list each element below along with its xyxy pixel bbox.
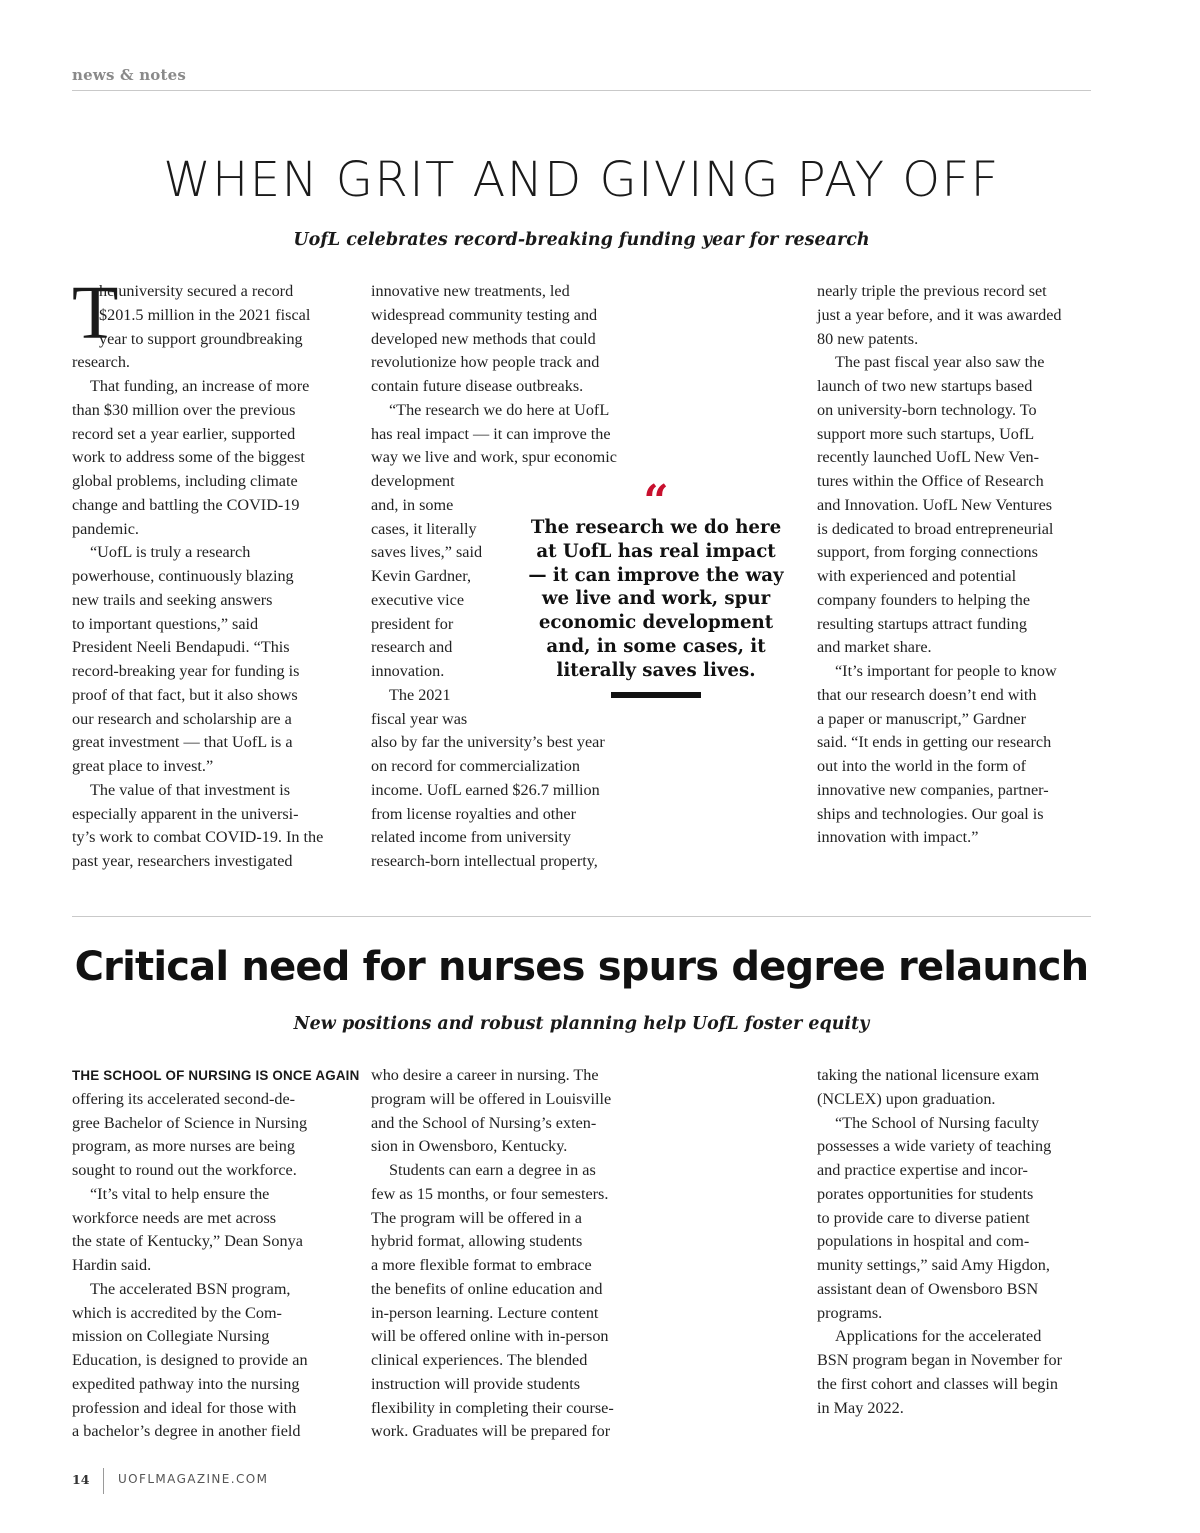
text-line: assistant dean of Owensboro BSN [817, 1279, 1039, 1298]
text-line: innovative new treatments, led [371, 282, 570, 300]
text-line: “The research we do here at UofL [389, 400, 610, 419]
text-line: President Neeli Bendapudi. “This [72, 638, 290, 657]
text-line: programs. [817, 1303, 883, 1322]
text-line: workforce needs are met across [72, 1208, 277, 1227]
text-line: program, as more nurses are being [72, 1137, 295, 1156]
text-line: sion in Owensboro, Kentucky. [371, 1137, 568, 1156]
text-line: instruction will provide students [371, 1374, 581, 1393]
text-line: revolutionize how people track and [371, 353, 600, 372]
text-line: powerhouse, continuously blazing [72, 567, 294, 585]
text-line: recently launched UofL New Ven- [817, 448, 1040, 467]
text-line: Applications for the accelerated [835, 1327, 1042, 1346]
text-line: company founders to helping the [817, 590, 1031, 609]
text-line: Education, is designed to provide an [72, 1351, 308, 1369]
text-line: a bachelor’s degree in another field [72, 1422, 301, 1441]
text-line: and the School of Nursing’s exten- [371, 1113, 597, 1132]
text-line: Students can earn a degree in as [389, 1161, 596, 1179]
pull-quote-line: — it can improve the way [528, 564, 784, 586]
text-line: expedited pathway into the nursing [72, 1374, 300, 1393]
text-line: fiscal year was [371, 709, 468, 728]
text-line: year to support groundbreaking [99, 329, 303, 348]
text-line: contain future disease outbreaks. [371, 377, 584, 395]
article2-column-1 [72, 1064, 359, 1444]
text-line: nearly triple the previous record set [817, 282, 1047, 300]
text-line: BSN program began in November for [817, 1351, 1063, 1369]
text-line: The past fiscal year also saw the [835, 353, 1045, 372]
text-line: resulting startups attract funding [817, 614, 1027, 633]
pull-quote-line: at UofL has real impact [536, 540, 776, 562]
text-line: saves lives,” said [371, 543, 483, 562]
text-line: support, from forging connections [817, 543, 1038, 562]
text-line: support more such startups, UofL [817, 424, 1035, 443]
text-line: has real impact — it can improve the [371, 424, 611, 443]
article1-column-3 [817, 280, 1062, 850]
text-line: ships and technologies. Our goal is [817, 804, 1044, 823]
text-line: global problems, including climate [72, 472, 298, 490]
text-line: ty’s work to combat COVID-19. In the [72, 828, 324, 847]
text-line: record-breaking year for funding is [72, 662, 300, 680]
text-line: and market share. [817, 638, 932, 657]
pull-quote [522, 516, 790, 683]
text-line: the state of Kentucky,” Dean Sonya [72, 1232, 303, 1251]
text-line: “UofL is truly a research [90, 543, 251, 562]
text-line: executive vice [371, 590, 465, 609]
footer-divider [103, 1468, 104, 1494]
text-line: The value of that investment is [90, 780, 291, 799]
text-line: the benefits of online education and [371, 1279, 603, 1298]
text-line: widespread community testing and [371, 305, 598, 324]
text-line: innovative new companies, partner- [817, 780, 1049, 799]
text-line: is dedicated to broad entrepreneurial [817, 519, 1054, 538]
text-line: flexibility in completing their course- [371, 1398, 614, 1417]
text-line: populations in hospital and com- [817, 1232, 1030, 1251]
article2-subhead: New positions and robust planning help UofL foster equity [293, 1014, 870, 1034]
text-line: especially apparent in the universi- [72, 804, 299, 823]
text-line: also by far the university’s best year [371, 733, 605, 752]
article2-headline: Critical need for nurses spurs degree relaunch [74, 944, 1089, 990]
page-number: 14 [72, 1472, 90, 1487]
pull-quote-bar [611, 692, 701, 698]
text-line: innovation. [371, 662, 445, 680]
article1-column-1 [72, 271, 324, 874]
text-line: research. [72, 353, 130, 372]
text-line: change and battling the COVID-19 [72, 495, 300, 514]
text-line: gree Bachelor of Science in Nursing [72, 1113, 308, 1132]
text-line: in May 2022. [817, 1398, 904, 1417]
text-line: and Innovation. UofL New Ventures [817, 495, 1053, 514]
text-line: “It’s important for people to know [835, 662, 1057, 680]
text-line: proof of that fact, but it also shows [72, 685, 298, 704]
text-line: to important questions,” said [72, 614, 259, 633]
text-line: our research and scholarship are a [72, 709, 292, 728]
footer-website: UOFLMAGAZINE.COM [118, 1472, 269, 1486]
text-line: porates opportunities for students [817, 1184, 1034, 1203]
text-line: The 2021 [389, 685, 451, 704]
text-line: the first cohort and classes will begin [817, 1374, 1058, 1393]
pull-quote-line: and, in some cases, it [546, 635, 766, 657]
text-line: tures within the Office of Research [817, 472, 1044, 490]
text-line: a paper or manuscript,” Gardner [817, 709, 1026, 728]
text-line: development [371, 472, 455, 490]
article1-headline: WHEN GRIT AND GIVING PAY OFF [163, 152, 1000, 208]
text-line: he university secured a record [99, 282, 294, 300]
text-line: 80 new patents. [817, 329, 919, 348]
text-line: past year, researchers investigated [72, 852, 293, 870]
text-line: taking the national licensure exam [817, 1066, 1040, 1084]
text-line: The program will be offered in a [371, 1208, 582, 1227]
text-line: That funding, an increase of more [90, 377, 310, 395]
pull-quote-line: economic development [538, 612, 774, 634]
text-line: income. UofL earned $26.7 million [371, 780, 600, 799]
text-line: way we live and work, spur economic [371, 448, 617, 467]
text-line: and, in some [371, 495, 454, 514]
text-line: and practice expertise and incor- [817, 1161, 1028, 1179]
pull-quote-line: The research we do here [530, 517, 782, 538]
text-line: in-person learning. Lecture content [371, 1303, 599, 1322]
text-line: that our research doesn’t end with [817, 685, 1037, 704]
text-line: mission on Collegiate Nursing [72, 1327, 270, 1346]
lead-in: THE SCHOOL OF NURSING IS ONCE AGAIN [72, 1068, 360, 1083]
text-line: a more flexible format to embrace [371, 1256, 592, 1274]
text-line: on university-born technology. To [817, 400, 1037, 419]
text-line: offering its accelerated second-de- [72, 1089, 296, 1108]
text-line: great investment — that UofL is a [72, 733, 293, 752]
text-line: new trails and seeking answers [72, 590, 273, 609]
article2-column-3 [817, 1064, 1062, 1420]
text-line: research-born intellectual property, [371, 852, 598, 870]
text-line: Hardin said. [72, 1256, 152, 1274]
text-line: “It’s vital to help ensure the [90, 1184, 270, 1203]
text-line: with experienced and potential [817, 567, 1017, 585]
text-line: (NCLEX) upon graduation. [817, 1089, 996, 1108]
text-line: related income from university [371, 828, 572, 847]
pull-quote-line: we live and work, spur [541, 588, 771, 610]
text-line: The accelerated BSN program, [90, 1279, 291, 1298]
quote-mark-icon: “ [643, 476, 669, 527]
text-line: who desire a career in nursing. The [371, 1066, 599, 1084]
text-line: pandemic. [72, 519, 139, 538]
text-line: research and [371, 638, 453, 657]
text-line: clinical experiences. The blended [371, 1351, 588, 1369]
text-line: just a year before, and it was awarded [817, 305, 1062, 324]
text-line: record set a year earlier, supported [72, 424, 296, 443]
text-line: which is accredited by the Com- [72, 1303, 282, 1322]
text-line: munity settings,” said Amy Higdon, [817, 1256, 1050, 1274]
text-line: to provide care to diverse patient [817, 1208, 1030, 1227]
text-line: cases, it literally [371, 519, 477, 538]
text-line: great place to invest.” [72, 757, 214, 775]
text-line: program will be offered in Louisville [371, 1089, 612, 1108]
article1-subhead: UofL celebrates record-breaking funding year for research [293, 230, 870, 250]
text-line: profession and ideal for those with [72, 1398, 297, 1417]
dropcap: T [72, 271, 119, 355]
text-line: will be offered online with in-person [371, 1327, 609, 1346]
text-line: $201.5 million in the 2021 fiscal [99, 305, 311, 324]
section-divider [72, 916, 1091, 917]
article2-column-2 [371, 1064, 614, 1444]
text-line: hybrid format, allowing students [371, 1232, 583, 1251]
text-line: possesses a wide variety of teaching [817, 1137, 1052, 1156]
text-line: developed new methods that could [371, 329, 596, 348]
text-line: said. “It ends in getting our research [817, 733, 1052, 752]
text-line: on record for commercialization [371, 757, 580, 775]
section-label: news & notes [72, 66, 187, 84]
pull-quote-line: literally saves lives. [556, 659, 756, 681]
top-divider [72, 90, 1091, 91]
text-line: work to address some of the biggest [72, 448, 305, 467]
text-line: Kevin Gardner, [371, 567, 472, 585]
text-line: from license royalties and other [371, 804, 576, 823]
text-line: few as 15 months, or four semesters. [371, 1184, 609, 1203]
text-line: president for [371, 614, 454, 633]
text-line: sought to round out the workforce. [72, 1161, 297, 1179]
text-line: out into the world in the form of [817, 757, 1027, 775]
text-line: than $30 million over the previous [72, 400, 296, 419]
text-line: work. Graduates will be prepared for [371, 1422, 611, 1441]
text-line: innovation with impact.” [817, 828, 979, 847]
text-line: “The School of Nursing faculty [835, 1113, 1040, 1132]
text-line: launch of two new startups based [817, 377, 1033, 395]
